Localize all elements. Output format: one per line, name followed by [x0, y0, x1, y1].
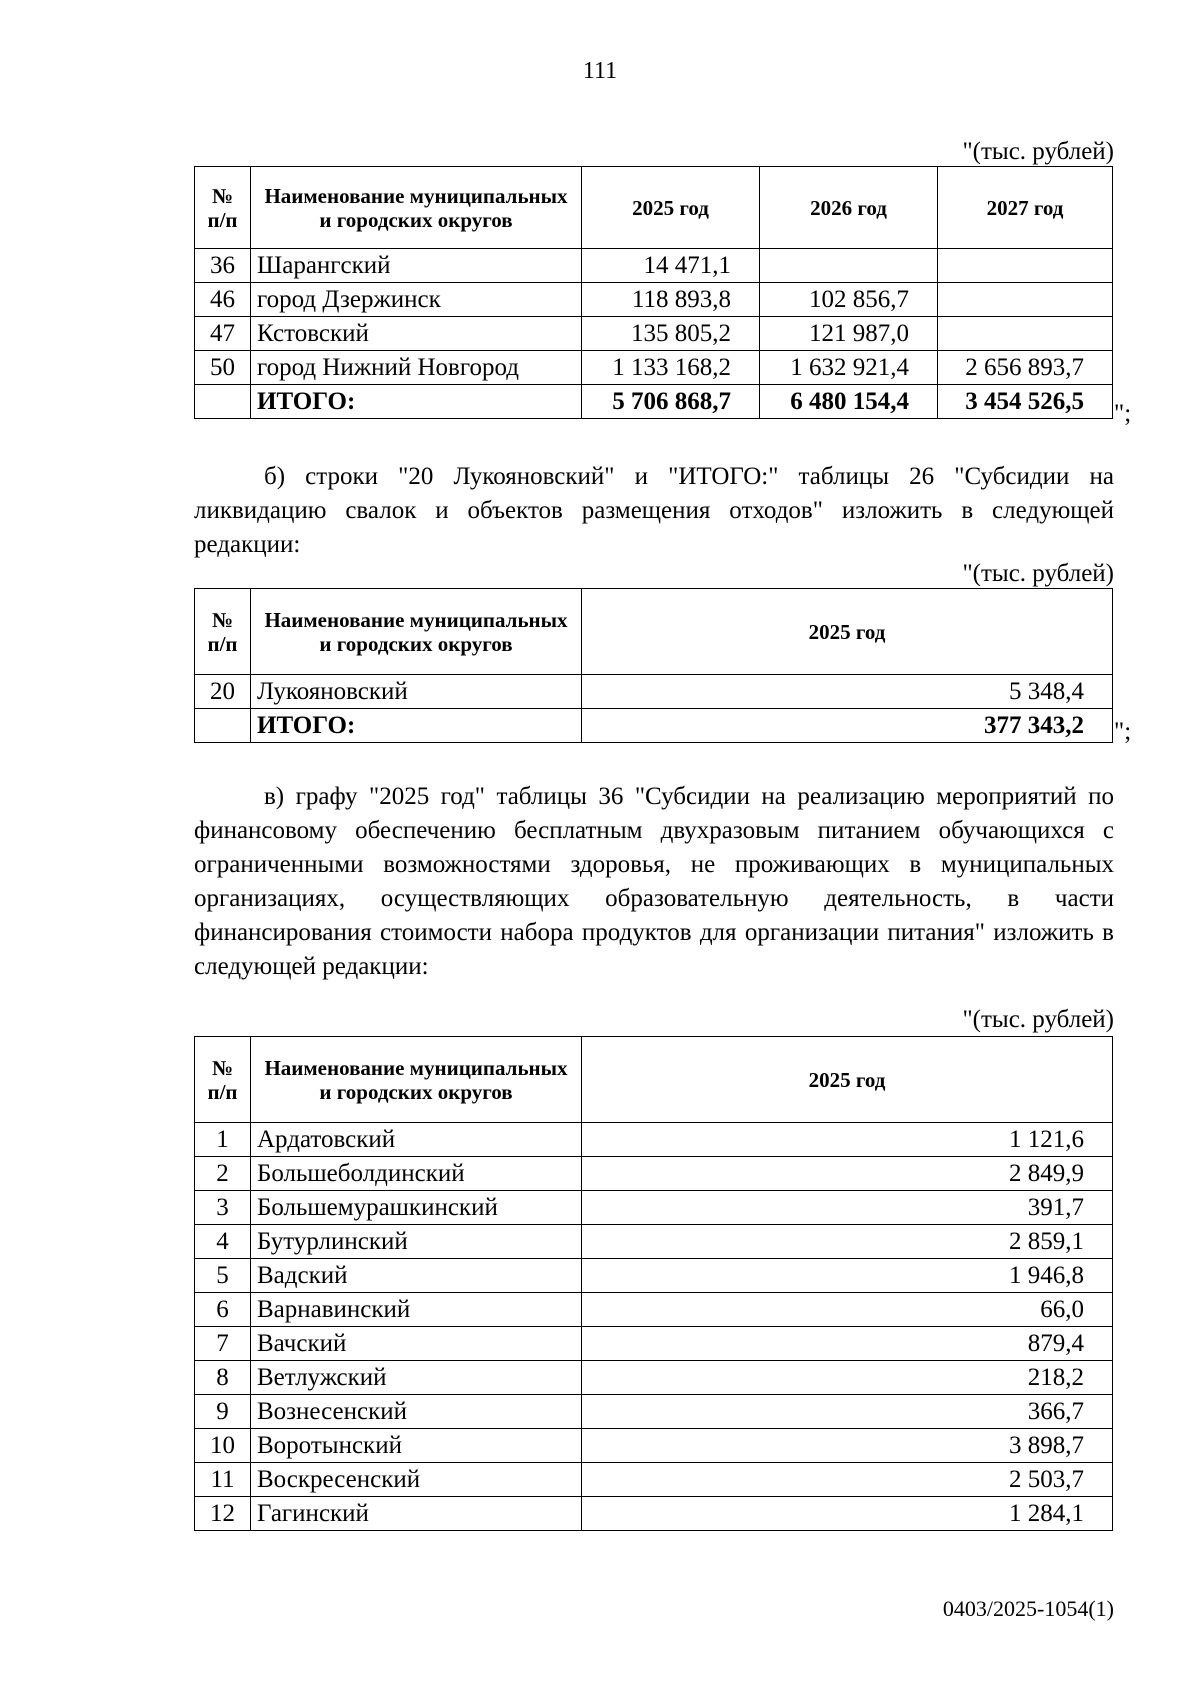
table-row	[195, 1497, 1113, 1531]
row-2025: 879,4	[582, 1327, 1113, 1361]
row-num: 10	[195, 1429, 251, 1463]
row-name: Вознесенский	[251, 1395, 582, 1429]
row-2025: 2 859,1	[582, 1225, 1113, 1259]
table-row	[195, 249, 1113, 283]
row-2027	[938, 317, 1113, 351]
row-2025: 1 133 168,2	[582, 351, 760, 385]
row-num: 5	[195, 1259, 251, 1293]
col-header-name: Наименование муниципальных и городских округов	[251, 589, 582, 675]
page-number: 111	[582, 58, 618, 84]
row-name: город Нижний Новгород	[251, 351, 582, 385]
row-name: Гагинский	[251, 1497, 582, 1531]
table-1	[194, 166, 1113, 419]
paragraph-b	[194, 460, 1114, 562]
row-2025: 1 946,8	[582, 1259, 1113, 1293]
row-2025: 1 121,6	[582, 1123, 1113, 1157]
col-header-name: Наименование муниципальных и городских округов	[251, 1037, 582, 1123]
col-header-num: № п/п	[195, 167, 251, 249]
row-2026: 102 856,7	[760, 283, 938, 317]
row-2026: 121 987,0	[760, 317, 938, 351]
col-header-2025: 2025 год	[582, 1037, 1113, 1123]
row-num: 20	[195, 675, 251, 709]
col-header-2025: 2025 год	[582, 167, 760, 249]
row-2027: 2 656 893,7	[938, 351, 1113, 385]
col-header-2026: 2026 год	[760, 167, 938, 249]
row-2025: 5 348,4	[582, 675, 1113, 709]
row-name: Вадский	[251, 1259, 582, 1293]
row-num: 6	[195, 1293, 251, 1327]
row-num: 11	[195, 1463, 251, 1497]
row-2025: 135 805,2	[582, 317, 760, 351]
row-2025: 218,2	[582, 1361, 1113, 1395]
row-name: Ветлужский	[251, 1361, 582, 1395]
closing-mark-1: ";	[1114, 400, 1132, 427]
row-name: город Дзержинск	[251, 283, 582, 317]
total-2026: 6 480 154,4	[760, 385, 938, 419]
row-num: 4	[195, 1225, 251, 1259]
table-row	[195, 1259, 1113, 1293]
total-label: ИТОГО:	[251, 385, 582, 419]
row-num: 3	[195, 1191, 251, 1225]
table-row	[195, 1395, 1113, 1429]
table-row	[195, 1157, 1113, 1191]
row-name: Лукояновский	[251, 675, 582, 709]
total-row	[195, 385, 1113, 419]
row-name: Ардатовский	[251, 1123, 582, 1157]
row-name: Воротынский	[251, 1429, 582, 1463]
row-2025: 3 898,7	[582, 1429, 1113, 1463]
table-row	[195, 283, 1113, 317]
document-number: 0403/2025-1054(1)	[942, 1596, 1114, 1621]
paragraph-b-text: б) строки "20 Лукояновский" и "ИТОГО:" таблицы 26 "Субсидии на ликвидацию свалок и объектов размещения отходов" изложить в следующей редакции:	[194, 463, 1114, 558]
table-row	[195, 1225, 1113, 1259]
row-2025: 2 503,7	[582, 1463, 1113, 1497]
row-name: Воскресенский	[251, 1463, 582, 1497]
total-row	[195, 709, 1113, 743]
row-name: Бутурлинский	[251, 1225, 582, 1259]
table-row	[195, 1463, 1113, 1497]
row-2025: 118 893,8	[582, 283, 760, 317]
row-num: 8	[195, 1361, 251, 1395]
closing-mark-2: ";	[1114, 718, 1132, 745]
row-name: Кстовский	[251, 317, 582, 351]
table-row	[195, 1361, 1113, 1395]
row-name: Вачский	[251, 1327, 582, 1361]
col-header-num: № п/п	[195, 589, 251, 675]
table-row	[195, 351, 1113, 385]
row-num: 36	[195, 249, 251, 283]
row-name: Варнавинский	[251, 1293, 582, 1327]
paragraph-c-text: в) графу "2025 год" таблицы 36 "Субсидии на реализацию мероприятий по финансовому обеспечению бесплатным двухразовым питанием обучающихся с ограниченными возможностями здоровья, не проживающих в муниципальных организациях, осуществляющих образовательную деятельность, в части финансирования стоимости набора продуктов для организации питания" изложить в следующей редакции:	[194, 783, 1114, 980]
table-3	[194, 1036, 1113, 1531]
unit-label-1: "(тыс. рублей)	[962, 138, 1114, 165]
unit-label-3: "(тыс. рублей)	[962, 1006, 1114, 1033]
row-num: 9	[195, 1395, 251, 1429]
row-name: Большеболдинский	[251, 1157, 582, 1191]
row-num: 1	[195, 1123, 251, 1157]
row-2026	[760, 249, 938, 283]
total-2025: 377 343,2	[582, 709, 1113, 743]
row-2025: 14 471,1	[582, 249, 760, 283]
total-2027: 3 454 526,5	[938, 385, 1113, 419]
row-name: Шарангский	[251, 249, 582, 283]
col-header-2027: 2027 год	[938, 167, 1113, 249]
row-name: Большемурашкинский	[251, 1191, 582, 1225]
row-2025: 66,0	[582, 1293, 1113, 1327]
row-2026: 1 632 921,4	[760, 351, 938, 385]
row-2025: 2 849,9	[582, 1157, 1113, 1191]
table-2	[194, 588, 1113, 743]
row-num: 12	[195, 1497, 251, 1531]
col-header-2025: 2025 год	[582, 589, 1113, 675]
row-2025: 391,7	[582, 1191, 1113, 1225]
total-label: ИТОГО:	[251, 709, 582, 743]
total-2025: 5 706 868,7	[582, 385, 760, 419]
col-header-name: Наименование муниципальных и городских округов	[251, 167, 582, 249]
table-row	[195, 675, 1113, 709]
row-2025: 1 284,1	[582, 1497, 1113, 1531]
table-row	[195, 1123, 1113, 1157]
paragraph-c	[194, 780, 1114, 984]
table-row	[195, 1293, 1113, 1327]
row-num: 47	[195, 317, 251, 351]
row-2027	[938, 249, 1113, 283]
row-num: 46	[195, 283, 251, 317]
unit-label-2: "(тыс. рублей)	[962, 560, 1114, 587]
row-2025: 366,7	[582, 1395, 1113, 1429]
table-row	[195, 1327, 1113, 1361]
row-num: 2	[195, 1157, 251, 1191]
table-row	[195, 1191, 1113, 1225]
col-header-num: № п/п	[195, 1037, 251, 1123]
row-2027	[938, 283, 1113, 317]
table-row	[195, 317, 1113, 351]
row-num: 7	[195, 1327, 251, 1361]
row-num: 50	[195, 351, 251, 385]
table-row	[195, 1429, 1113, 1463]
